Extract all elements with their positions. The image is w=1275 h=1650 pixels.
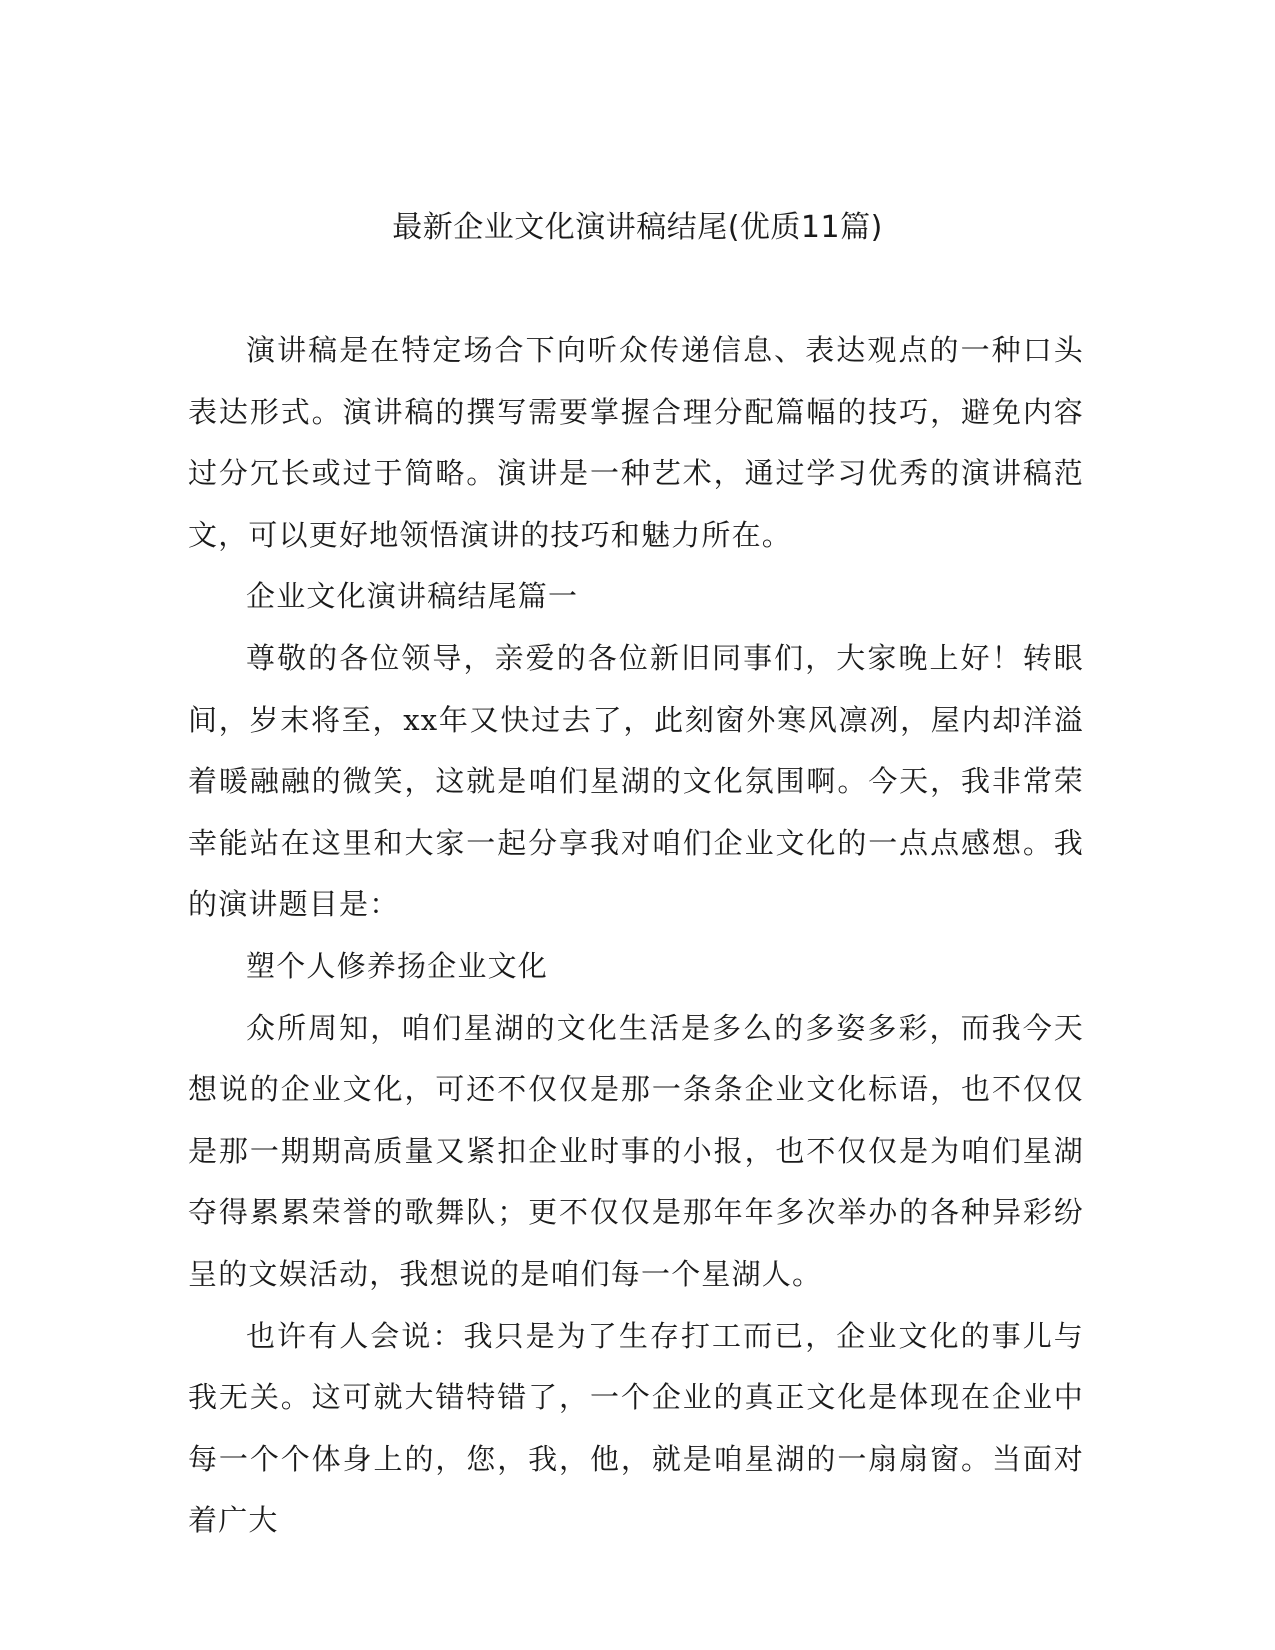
speech-topic: 塑个人修养扬企业文化 — [246, 948, 549, 983]
section-heading: 企业文化演讲稿结尾篇一 — [246, 579, 579, 614]
paragraph-greeting: 尊敬的各位领导，亲爱的各位新旧同事们，大家晚上好！转眼间，岁末将至，xx年又快过去了，此刻窗外寒风凛冽，屋内却洋溢着暖融融的微笑，这就是咱们星湖的文化氛围啊。今天，我非常荣幸能站在这里和大家一起分享我对咱们企业文化的一点点感想。我的演讲题目是： — [188, 640, 1084, 922]
paragraph-intro: 演讲稿是在特定场合下向听众传递信息、表达观点的一种口头表达形式。演讲稿的撰写需要掌握合理分配篇幅的技巧，避免内容过分冗长或过于简略。演讲是一种艺术，通过学习优秀的演讲稿范文，可以更好地领悟演讲的技巧和魅力所在。 — [188, 333, 1084, 552]
paragraph-individual: 也许有人会说：我只是为了生存打工而已，企业文化的事儿与我无关。这可就大错特错了，一个企业的真正文化是体现在企业中每一个个体身上的，您，我，他，就是咱星湖的一扇扇窗。当面对着广大 — [188, 1318, 1084, 1538]
document-body — [188, 320, 1084, 1552]
paragraph-culture: 众所周知，咱们星湖的文化生活是多么的多姿多彩，而我今天想说的企业文化，可还不仅仅是那一条条企业文化标语，也不仅仅是那一期期高质量又紧扣企业时事的小报，也不仅仅是为咱们星湖夺得累累荣誉的歌舞队；更不仅仅是那年年多次举办的各种异彩纷呈的文娱活动，我想说的是咱们每一个星湖人。 — [188, 1010, 1084, 1291]
document-title: 最新企业文化演讲稿结尾(优质11篇) — [392, 210, 883, 245]
